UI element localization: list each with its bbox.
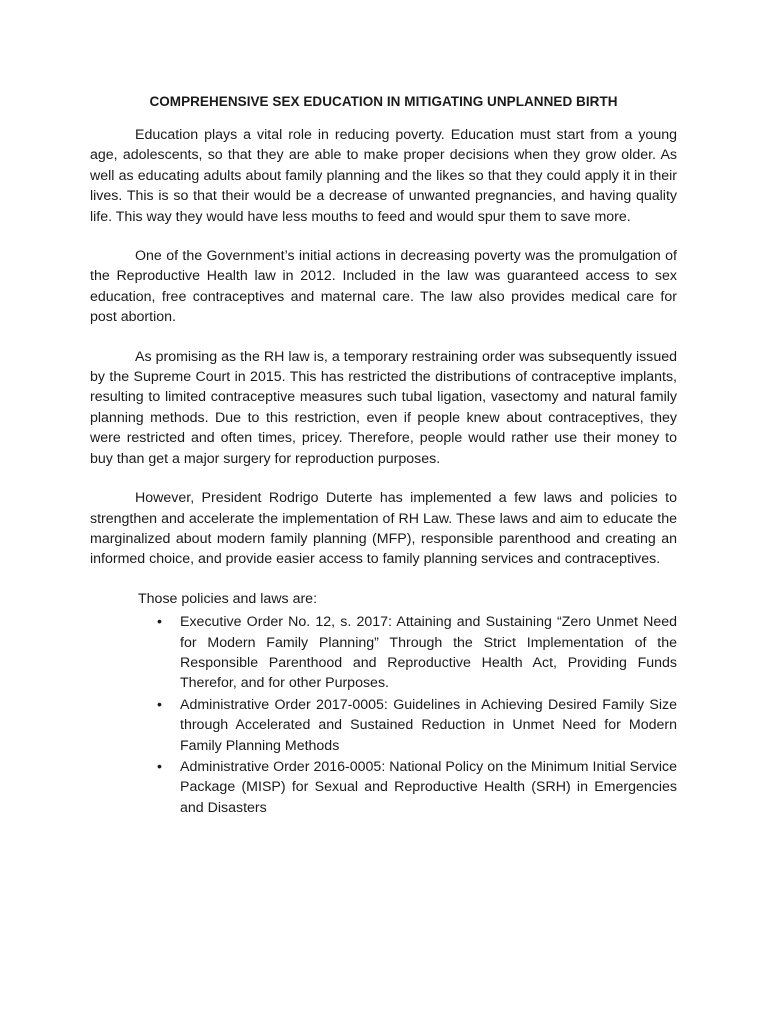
policy-text: Administrative Order 2016-0005: National Policy on the Minimum Initial Service Package (MISP) for Sexual and Reproductive Health (SRH) in Emergencies and Disasters [180, 758, 677, 816]
policy-list [90, 612, 677, 818]
paragraph-rh-law: One of the Government’s initial actions in decreasing poverty was the promulgation of the Reproductive Health law in 2012. Included in the law was guaranteed access to sex education, free contraceptives and maternal care. The law also provides medical care for post abortion. [90, 248, 677, 326]
bullet-icon: • [157, 696, 162, 713]
paragraph-restraining-order: As promising as the RH law is, a temporary restraining order was subsequently issued by the Supreme Court in 2015. This has restricted the distributions of contraceptive implants, resulting to limited contraceptive measures such tubal ligation, vasectomy and natural family planning methods. Due to this restriction, even if people knew about contraceptives, they were restricted and often times, pricey. Therefore, people would rather use their money to buy than get a major surgery for reproduction purposes. [90, 348, 677, 467]
bullet-icon: • [157, 758, 162, 775]
policy-text: Executive Order No. 12, s. 2017: Attaining and Sustaining “Zero Unmet Need for Modern Family Planning” Through the Strict Implementation of the Responsible Parenthood and Reproductive Health Act, Providing Funds Therefor, and for other Purposes. [180, 614, 677, 692]
bullet-icon: • [157, 614, 162, 631]
list-item [90, 695, 677, 756]
document-title: COMPREHENSIVE SEX EDUCATION IN MITIGATING UNPLANNED BIRTH [149, 94, 618, 109]
paragraph-duterte-policies: However, President Rodrigo Duterte has implemented a few laws and policies to strengthen and accelerate the implementation of RH Law. These laws and aim to educate the marginalized about modern family planning (MFP), responsible parenthood and creating an informed choice, and provide easier access to family planning services and contraceptives. [90, 490, 677, 568]
paragraph-education: Education plays a vital role in reducing poverty. Education must start from a young age, adolescents, so that they are able to make proper decisions when they grow older. As well as educating adults about family planning and the likes so that they could apply it in their lives. This is so that their would be a decrease of unwanted pregnancies, and having quality life. This way they would have less mouths to feed and would spur them to save more. [90, 127, 677, 225]
policy-text: Administrative Order 2017-0005: Guidelines in Achieving Desired Family Size through Accelerated and Sustained Reduction in Unmet Need for Modern Family Planning Methods [180, 696, 677, 754]
document-body [90, 93, 677, 819]
list-item [90, 757, 677, 818]
list-item [90, 612, 677, 694]
policy-list-intro: Those policies and laws are: [138, 590, 318, 607]
